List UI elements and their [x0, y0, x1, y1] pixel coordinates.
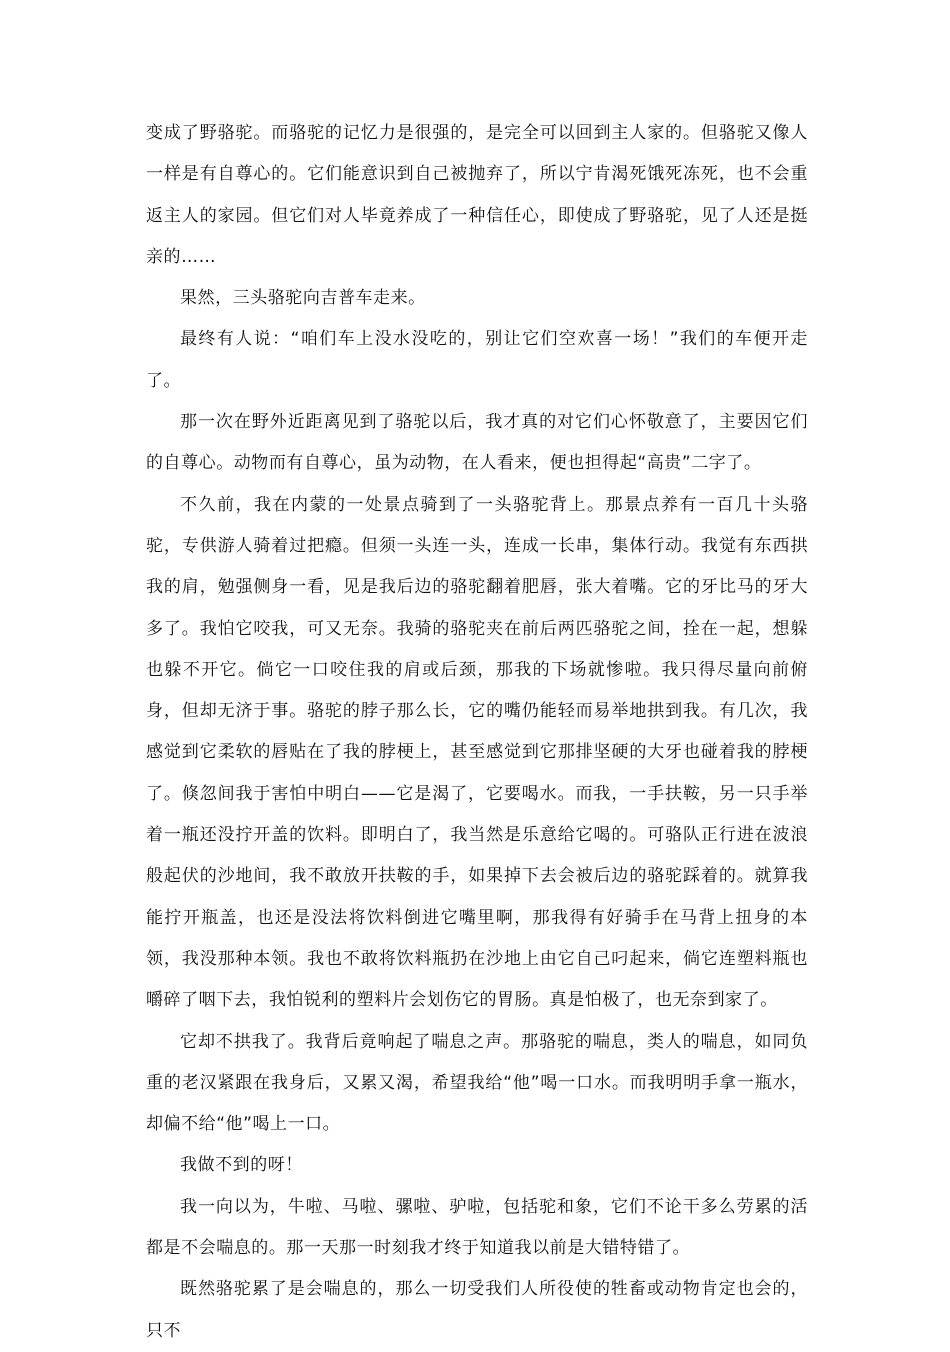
paragraph-6: 它却不拱我了。我背后竟响起了喘息之声。那骆驼的喘息，类人的喘息，如同负重的老汉紧跟在我身后，又累又渴，希望我给“他”喝一口水。而我明明手拿一瓶水，却偏不给“他”喝上一口。: [146, 1031, 808, 1135]
paragraph-5: 不久前，我在内蒙的一处景点骑到了一头骆驼背上。那景点养有一百几十头骆驼，专供游人骑着过把瘾。但须一头连一头，连成一长串，集体行动。我觉有东西拱我的肩，勉强侧身一看，见是我后边的骆驼翻着肥唇，张大着嘴。它的牙比马的牙大多了。我怕它咬我，可又无奈。我骑的骆驼夹在前后两匹骆驼之间，拴在一起，想躲也躲不开它。倘它一口咬住我的肩或后颈，那我的下场就惨啦。我只得尽量向前俯身，但却无济于事。骆驼的脖子那么长，它的嘴仍能轻而易举地拱到我。有几次，我感觉到它柔软的唇贴在了我的脖梗上，甚至感觉到它那排坚硬的大牙也碰着我的脖梗了。倏忽间我于害怕中明白——它是渴了，它要喝水。而我，一手扶鞍，另一只手举着一瓶还没拧开盖的饮料。即明白了，我当然是乐意给它喝的。可骆队正行进在波浪般起伏的沙地间，我不敢放开扶鞍的手，如果掉下去会被后边的骆驼踩着的。就算我能拧开瓶盖，也还是没法将饮料倒进它嘴里啊，那我得有好骑手在马背上扭身的本领，我没那种本领。我也不敢将饮料瓶扔在沙地上由它自己叼起来，倘它连塑料瓶也嚼碎了咽下去，我怕锐利的塑料片会划伤它的胃肠。真是怕极了，也无奈到家了。: [146, 494, 808, 1011]
paragraph-4: 那一次在野外近距离见到了骆驼以后，我才真的对它们心怀敬意了，主要因它们的自尊心。动物而有自尊心，虽为动物，在人看来，便也担得起“高贵”二字了。: [146, 412, 808, 474]
paragraph-2: 果然，三头骆驼向吉普车走来。: [180, 288, 426, 309]
paragraph-9: 既然骆驼累了是会喘息的，那么一切受我们人所役使的牲畜或动物肯定也会的，只不: [146, 1279, 808, 1341]
article-body: [146, 113, 808, 1352]
paragraph-1: 变成了野骆驼。而骆驼的记忆力是很强的，是完全可以回到主人家的。但骆驼又像人一样是有自尊心的。它们能意识到自己被抛弃了，所以宁肯渴死饿死冻死，也不会重返主人的家园。但它们对人毕竟养成了一种信任心，即使成了野骆驼，见了人还是挺亲的……: [146, 123, 808, 267]
paragraph-8: 我一向以为，牛啦、马啦、骡啦、驴啦，包括驼和象，它们不论干多么劳累的活都是不会喘息的。那一天那一时刻我才终于知道我以前是大错特错了。: [146, 1196, 808, 1259]
paragraph-7: 我做不到的呀！: [180, 1155, 303, 1176]
paragraph-3: 最终有人说：“咱们车上没水没吃的，别让它们空欢喜一场！”我们的车便开走了。: [146, 329, 808, 391]
